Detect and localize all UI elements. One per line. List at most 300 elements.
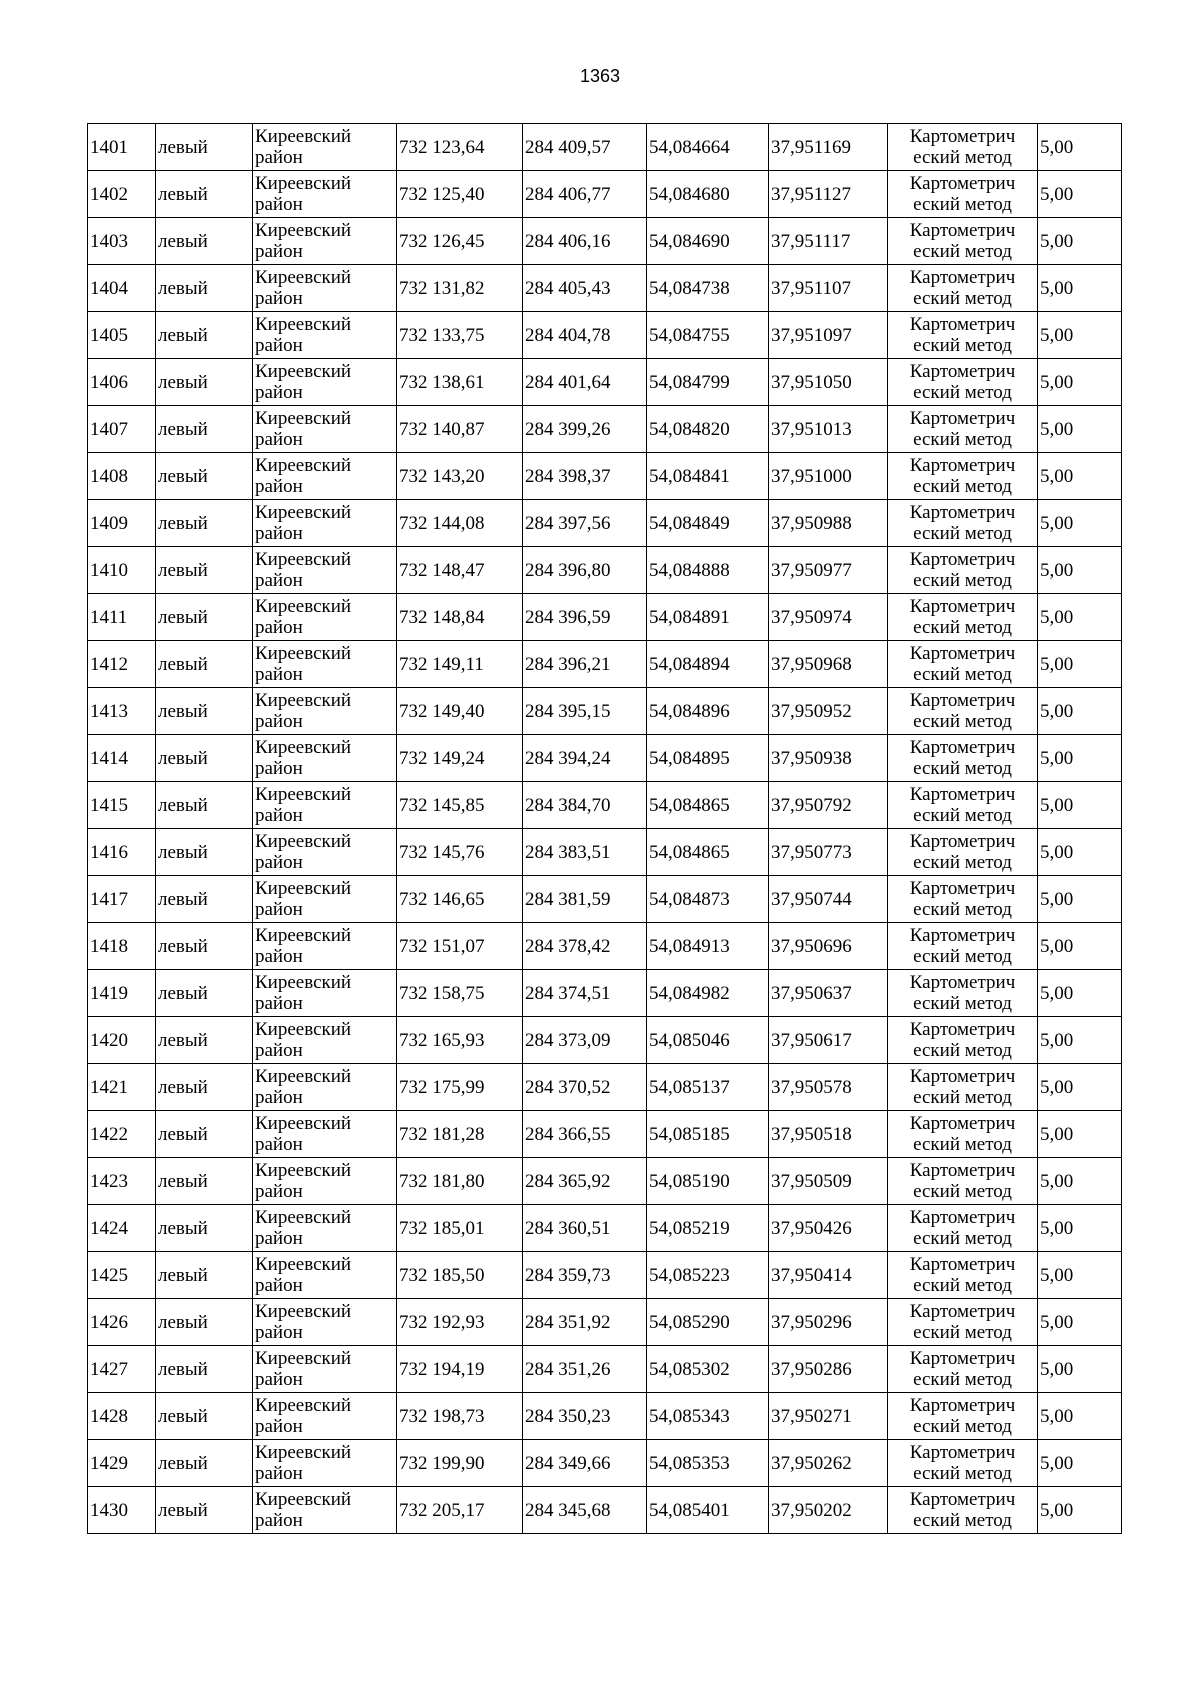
cell-method-line: еский метод — [913, 946, 1012, 967]
cell-method — [888, 171, 1038, 218]
cell-district-line: Киреевский — [255, 1442, 352, 1463]
table-row — [88, 124, 1122, 171]
cell-district — [253, 923, 397, 970]
cell-side: левый — [156, 1393, 253, 1440]
cell-method — [888, 453, 1038, 500]
cell-method-line: Картометрич — [909, 408, 1016, 429]
cell-accuracy: 5,00 — [1038, 923, 1122, 970]
cell-district — [253, 876, 397, 923]
cell-district-line: район — [255, 852, 303, 873]
table-row — [88, 547, 1122, 594]
cell-district — [253, 829, 397, 876]
cell-district — [253, 735, 397, 782]
cell-side: левый — [156, 829, 253, 876]
cell-x-coordinate: 732 198,73 — [397, 1393, 523, 1440]
cell-latitude: 54,085343 — [647, 1393, 769, 1440]
cell-number: 1426 — [88, 1299, 156, 1346]
cell-district-line: район — [255, 805, 303, 826]
cell-method — [888, 1252, 1038, 1299]
cell-district-line: Киреевский — [255, 1301, 352, 1322]
cell-number: 1405 — [88, 312, 156, 359]
cell-method-line: еский метод — [913, 852, 1012, 873]
cell-district — [253, 970, 397, 1017]
cell-district-line: Киреевский — [255, 314, 352, 335]
cell-y-coordinate: 284 349,66 — [523, 1440, 647, 1487]
cell-district — [253, 1017, 397, 1064]
cell-accuracy: 5,00 — [1038, 1346, 1122, 1393]
cell-method-line: Картометрич — [909, 925, 1016, 946]
cell-district-line: Киреевский — [255, 737, 352, 758]
cell-latitude: 54,084865 — [647, 829, 769, 876]
cell-side: левый — [156, 923, 253, 970]
cell-district-line: район — [255, 523, 303, 544]
cell-side: левый — [156, 735, 253, 782]
cell-y-coordinate: 284 406,16 — [523, 218, 647, 265]
cell-method-line: Картометрич — [909, 643, 1016, 664]
cell-district-line: район — [255, 570, 303, 591]
cell-method — [888, 970, 1038, 1017]
cell-longitude: 37,950509 — [769, 1158, 888, 1205]
cell-longitude: 37,951127 — [769, 171, 888, 218]
cell-district-line: район — [255, 382, 303, 403]
cell-number: 1420 — [88, 1017, 156, 1064]
cell-district-line: район — [255, 476, 303, 497]
cell-y-coordinate: 284 365,92 — [523, 1158, 647, 1205]
cell-district-line: район — [255, 1087, 303, 1108]
cell-y-coordinate: 284 396,21 — [523, 641, 647, 688]
cell-district-line: район — [255, 711, 303, 732]
cell-longitude: 37,951050 — [769, 359, 888, 406]
cell-number: 1423 — [88, 1158, 156, 1205]
cell-accuracy: 5,00 — [1038, 1017, 1122, 1064]
cell-longitude: 37,950414 — [769, 1252, 888, 1299]
cell-longitude: 37,951169 — [769, 124, 888, 171]
cell-accuracy: 5,00 — [1038, 829, 1122, 876]
cell-method — [888, 1064, 1038, 1111]
cell-side: левый — [156, 1064, 253, 1111]
cell-side: левый — [156, 1158, 253, 1205]
cell-district-line: район — [255, 1369, 303, 1390]
cell-district — [253, 1111, 397, 1158]
cell-district-line: Киреевский — [255, 361, 352, 382]
cell-district-line: район — [255, 429, 303, 450]
cell-latitude: 54,085353 — [647, 1440, 769, 1487]
cell-accuracy: 5,00 — [1038, 688, 1122, 735]
cell-accuracy: 5,00 — [1038, 1299, 1122, 1346]
table-row — [88, 359, 1122, 406]
page-number: 1363 — [579, 66, 621, 86]
cell-method-line: еский метод — [913, 429, 1012, 450]
cell-latitude: 54,085190 — [647, 1158, 769, 1205]
cell-y-coordinate: 284 404,78 — [523, 312, 647, 359]
cell-district — [253, 124, 397, 171]
cell-accuracy: 5,00 — [1038, 171, 1122, 218]
cell-district — [253, 594, 397, 641]
cell-district-line: район — [255, 1181, 303, 1202]
cell-x-coordinate: 732 125,40 — [397, 171, 523, 218]
cell-method-line: Картометрич — [909, 267, 1016, 288]
cell-x-coordinate: 732 149,40 — [397, 688, 523, 735]
cell-method-line: еский метод — [913, 1510, 1012, 1531]
cell-number: 1417 — [88, 876, 156, 923]
cell-number: 1414 — [88, 735, 156, 782]
cell-latitude: 54,084913 — [647, 923, 769, 970]
cell-x-coordinate: 732 131,82 — [397, 265, 523, 312]
cell-longitude: 37,950617 — [769, 1017, 888, 1064]
table-row — [88, 171, 1122, 218]
cell-district-line: Киреевский — [255, 972, 352, 993]
cell-number: 1404 — [88, 265, 156, 312]
cell-latitude: 54,085401 — [647, 1487, 769, 1534]
cell-district-line: район — [255, 1040, 303, 1061]
table-row — [88, 876, 1122, 923]
cell-method-line: еский метод — [913, 241, 1012, 262]
cell-longitude: 37,950744 — [769, 876, 888, 923]
cell-longitude: 37,951000 — [769, 453, 888, 500]
cell-method-line: еский метод — [913, 335, 1012, 356]
cell-district-line: район — [255, 664, 303, 685]
cell-y-coordinate: 284 378,42 — [523, 923, 647, 970]
cell-longitude: 37,950202 — [769, 1487, 888, 1534]
cell-x-coordinate: 732 165,93 — [397, 1017, 523, 1064]
cell-method — [888, 312, 1038, 359]
cell-district — [253, 1393, 397, 1440]
cell-side: левый — [156, 782, 253, 829]
cell-y-coordinate: 284 396,80 — [523, 547, 647, 594]
cell-method-line: Картометрич — [909, 126, 1016, 147]
cell-side: левый — [156, 218, 253, 265]
cell-district-line: район — [255, 946, 303, 967]
cell-x-coordinate: 732 205,17 — [397, 1487, 523, 1534]
cell-side: левый — [156, 1205, 253, 1252]
cell-latitude: 54,084891 — [647, 594, 769, 641]
cell-y-coordinate: 284 345,68 — [523, 1487, 647, 1534]
cell-method-line: еский метод — [913, 1322, 1012, 1343]
table-row — [88, 1487, 1122, 1534]
cell-number: 1425 — [88, 1252, 156, 1299]
cell-x-coordinate: 732 133,75 — [397, 312, 523, 359]
cell-side: левый — [156, 406, 253, 453]
cell-district-line: район — [255, 899, 303, 920]
cell-accuracy: 5,00 — [1038, 641, 1122, 688]
cell-side: левый — [156, 1299, 253, 1346]
cell-number: 1410 — [88, 547, 156, 594]
cell-number: 1403 — [88, 218, 156, 265]
cell-accuracy: 5,00 — [1038, 312, 1122, 359]
cell-y-coordinate: 284 409,57 — [523, 124, 647, 171]
cell-district-line: район — [255, 617, 303, 638]
cell-district-line: Киреевский — [255, 549, 352, 570]
cell-latitude: 54,084738 — [647, 265, 769, 312]
cell-method-line: еский метод — [913, 1416, 1012, 1437]
cell-district — [253, 312, 397, 359]
cell-method-line: еский метод — [913, 570, 1012, 591]
table-row — [88, 453, 1122, 500]
table-row — [88, 265, 1122, 312]
cell-district-line: Киреевский — [255, 1489, 352, 1510]
cell-district-line: Киреевский — [255, 126, 352, 147]
cell-district-line: Киреевский — [255, 502, 352, 523]
cell-number: 1409 — [88, 500, 156, 547]
cell-latitude: 54,085185 — [647, 1111, 769, 1158]
cell-accuracy: 5,00 — [1038, 594, 1122, 641]
cell-longitude: 37,950426 — [769, 1205, 888, 1252]
cell-latitude: 54,084873 — [647, 876, 769, 923]
cell-latitude: 54,084755 — [647, 312, 769, 359]
cell-latitude: 54,084849 — [647, 500, 769, 547]
cell-district-line: Киреевский — [255, 408, 352, 429]
table-row — [88, 1346, 1122, 1393]
table-row — [88, 1393, 1122, 1440]
cell-district-line: район — [255, 241, 303, 262]
cell-number: 1406 — [88, 359, 156, 406]
cell-accuracy: 5,00 — [1038, 359, 1122, 406]
cell-side: левый — [156, 688, 253, 735]
cell-side: левый — [156, 970, 253, 1017]
cell-number: 1430 — [88, 1487, 156, 1534]
table-row — [88, 735, 1122, 782]
cell-district-line: район — [255, 758, 303, 779]
cell-side: левый — [156, 1346, 253, 1393]
cell-longitude: 37,950286 — [769, 1346, 888, 1393]
cell-method-line: еский метод — [913, 523, 1012, 544]
coordinates-table — [87, 123, 1122, 1534]
table-row — [88, 1252, 1122, 1299]
cell-method — [888, 1158, 1038, 1205]
cell-method-line: еский метод — [913, 1087, 1012, 1108]
cell-latitude: 54,084664 — [647, 124, 769, 171]
table-row — [88, 1017, 1122, 1064]
cell-number: 1428 — [88, 1393, 156, 1440]
cell-accuracy: 5,00 — [1038, 1393, 1122, 1440]
cell-longitude: 37,951013 — [769, 406, 888, 453]
cell-x-coordinate: 732 181,80 — [397, 1158, 523, 1205]
table-row — [88, 1205, 1122, 1252]
cell-longitude: 37,950578 — [769, 1064, 888, 1111]
cell-accuracy: 5,00 — [1038, 1487, 1122, 1534]
cell-number: 1411 — [88, 594, 156, 641]
cell-side: левый — [156, 1487, 253, 1534]
cell-method — [888, 1440, 1038, 1487]
cell-x-coordinate: 732 199,90 — [397, 1440, 523, 1487]
cell-accuracy: 5,00 — [1038, 453, 1122, 500]
table-row — [88, 970, 1122, 1017]
cell-x-coordinate: 732 158,75 — [397, 970, 523, 1017]
cell-method-line: еский метод — [913, 758, 1012, 779]
cell-district-line: Киреевский — [255, 1113, 352, 1134]
cell-method — [888, 359, 1038, 406]
cell-number: 1408 — [88, 453, 156, 500]
cell-method-line: еский метод — [913, 1134, 1012, 1155]
cell-method-line: еский метод — [913, 147, 1012, 168]
cell-accuracy: 5,00 — [1038, 1064, 1122, 1111]
cell-method-line: Картометрич — [909, 502, 1016, 523]
cell-number: 1402 — [88, 171, 156, 218]
cell-method — [888, 1299, 1038, 1346]
cell-number: 1413 — [88, 688, 156, 735]
table-row — [88, 594, 1122, 641]
cell-method-line: Картометрич — [909, 878, 1016, 899]
cell-method-line: еский метод — [913, 1228, 1012, 1249]
cell-latitude: 54,084820 — [647, 406, 769, 453]
cell-district-line: Киреевский — [255, 455, 352, 476]
cell-district-line: район — [255, 288, 303, 309]
cell-method-line: еский метод — [913, 617, 1012, 638]
cell-latitude: 54,084841 — [647, 453, 769, 500]
cell-latitude: 54,085223 — [647, 1252, 769, 1299]
cell-district-line: район — [255, 194, 303, 215]
cell-number: 1421 — [88, 1064, 156, 1111]
cell-longitude: 37,950262 — [769, 1440, 888, 1487]
cell-accuracy: 5,00 — [1038, 1111, 1122, 1158]
cell-district — [253, 1158, 397, 1205]
cell-method-line: еский метод — [913, 993, 1012, 1014]
cell-longitude: 37,951117 — [769, 218, 888, 265]
cell-method — [888, 218, 1038, 265]
cell-y-coordinate: 284 397,56 — [523, 500, 647, 547]
cell-method-line: Картометрич — [909, 455, 1016, 476]
cell-method — [888, 735, 1038, 782]
cell-district-line: Киреевский — [255, 267, 352, 288]
cell-latitude: 54,084894 — [647, 641, 769, 688]
cell-x-coordinate: 732 185,50 — [397, 1252, 523, 1299]
cell-number: 1424 — [88, 1205, 156, 1252]
cell-district-line: район — [255, 1275, 303, 1296]
cell-y-coordinate: 284 370,52 — [523, 1064, 647, 1111]
cell-y-coordinate: 284 401,64 — [523, 359, 647, 406]
cell-method-line: Картометрич — [909, 1254, 1016, 1275]
table-row — [88, 829, 1122, 876]
cell-side: левый — [156, 359, 253, 406]
cell-district — [253, 1487, 397, 1534]
cell-method-line: Картометрич — [909, 361, 1016, 382]
cell-method-line: еский метод — [913, 1275, 1012, 1296]
cell-district — [253, 1299, 397, 1346]
cell-method-line: еский метод — [913, 476, 1012, 497]
cell-accuracy: 5,00 — [1038, 406, 1122, 453]
cell-x-coordinate: 732 185,01 — [397, 1205, 523, 1252]
cell-district — [253, 1064, 397, 1111]
cell-y-coordinate: 284 351,92 — [523, 1299, 647, 1346]
cell-accuracy: 5,00 — [1038, 500, 1122, 547]
cell-latitude: 54,084680 — [647, 171, 769, 218]
cell-district — [253, 218, 397, 265]
cell-side: левый — [156, 171, 253, 218]
cell-district — [253, 1346, 397, 1393]
cell-side: левый — [156, 1252, 253, 1299]
table-row — [88, 688, 1122, 735]
cell-y-coordinate: 284 381,59 — [523, 876, 647, 923]
cell-number: 1429 — [88, 1440, 156, 1487]
cell-method-line: Картометрич — [909, 690, 1016, 711]
cell-method-line: Картометрич — [909, 314, 1016, 335]
cell-y-coordinate: 284 383,51 — [523, 829, 647, 876]
cell-method-line: еский метод — [913, 382, 1012, 403]
cell-longitude: 37,950637 — [769, 970, 888, 1017]
cell-method-line: Картометрич — [909, 1066, 1016, 1087]
cell-method-line: Картометрич — [909, 1442, 1016, 1463]
cell-method — [888, 1205, 1038, 1252]
cell-method — [888, 1393, 1038, 1440]
cell-method — [888, 923, 1038, 970]
cell-number: 1407 — [88, 406, 156, 453]
cell-x-coordinate: 732 143,20 — [397, 453, 523, 500]
cell-method-line: Картометрич — [909, 549, 1016, 570]
cell-y-coordinate: 284 394,24 — [523, 735, 647, 782]
cell-longitude: 37,950977 — [769, 547, 888, 594]
cell-method — [888, 265, 1038, 312]
cell-method-line: Картометрич — [909, 1160, 1016, 1181]
cell-district-line: Киреевский — [255, 925, 352, 946]
cell-district-line: Киреевский — [255, 643, 352, 664]
cell-longitude: 37,951097 — [769, 312, 888, 359]
cell-method-line: еский метод — [913, 1040, 1012, 1061]
cell-district-line: Киреевский — [255, 1207, 352, 1228]
cell-accuracy: 5,00 — [1038, 124, 1122, 171]
cell-method — [888, 829, 1038, 876]
cell-number: 1418 — [88, 923, 156, 970]
cell-y-coordinate: 284 350,23 — [523, 1393, 647, 1440]
cell-longitude: 37,950988 — [769, 500, 888, 547]
cell-x-coordinate: 732 175,99 — [397, 1064, 523, 1111]
cell-x-coordinate: 732 181,28 — [397, 1111, 523, 1158]
cell-district-line: Киреевский — [255, 596, 352, 617]
cell-district-line: район — [255, 335, 303, 356]
cell-district-line: Киреевский — [255, 1066, 352, 1087]
cell-district — [253, 359, 397, 406]
cell-method — [888, 1111, 1038, 1158]
table-row — [88, 500, 1122, 547]
cell-side: левый — [156, 1017, 253, 1064]
cell-latitude: 54,084799 — [647, 359, 769, 406]
cell-side: левый — [156, 876, 253, 923]
cell-district-line: Киреевский — [255, 1160, 352, 1181]
cell-method-line: еский метод — [913, 711, 1012, 732]
cell-side: левый — [156, 312, 253, 359]
cell-side: левый — [156, 265, 253, 312]
cell-district-line: Киреевский — [255, 1019, 352, 1040]
cell-accuracy: 5,00 — [1038, 735, 1122, 782]
cell-district-line: Киреевский — [255, 1254, 352, 1275]
cell-district — [253, 688, 397, 735]
cell-accuracy: 5,00 — [1038, 782, 1122, 829]
table-row — [88, 641, 1122, 688]
cell-method-line: еский метод — [913, 899, 1012, 920]
cell-longitude: 37,950938 — [769, 735, 888, 782]
cell-y-coordinate: 284 360,51 — [523, 1205, 647, 1252]
cell-accuracy: 5,00 — [1038, 876, 1122, 923]
cell-y-coordinate: 284 398,37 — [523, 453, 647, 500]
cell-method — [888, 1017, 1038, 1064]
cell-district-line: Киреевский — [255, 784, 352, 805]
cell-number: 1416 — [88, 829, 156, 876]
cell-accuracy: 5,00 — [1038, 1158, 1122, 1205]
cell-method-line: Картометрич — [909, 737, 1016, 758]
cell-district-line: район — [255, 1322, 303, 1343]
cell-district-line: район — [255, 993, 303, 1014]
cell-district — [253, 171, 397, 218]
cell-district-line: Киреевский — [255, 173, 352, 194]
table-row — [88, 1299, 1122, 1346]
cell-x-coordinate: 732 123,64 — [397, 124, 523, 171]
cell-side: левый — [156, 1440, 253, 1487]
cell-x-coordinate: 732 138,61 — [397, 359, 523, 406]
cell-longitude: 37,950696 — [769, 923, 888, 970]
cell-method — [888, 641, 1038, 688]
cell-x-coordinate: 732 140,87 — [397, 406, 523, 453]
table-row — [88, 1440, 1122, 1487]
cell-side: левый — [156, 641, 253, 688]
